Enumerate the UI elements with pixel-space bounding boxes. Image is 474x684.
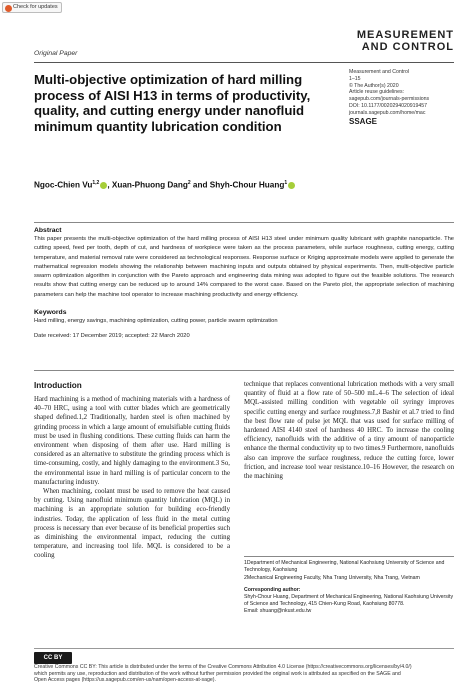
author-1: Ngoc-Chien Vu [34,180,93,190]
license-footer [34,648,454,684]
keywords-text: Hard milling, energy savings, machining optimization, cutting power, particle swarm optimization [34,318,278,325]
check-updates-icon [5,5,12,12]
cc-by-logo: CC BY [34,652,72,664]
abstract-heading: Abstract [34,227,62,234]
body-column-right [244,380,454,481]
header-divider [34,62,454,63]
author-3: Shyh-Chour Huang [209,180,285,190]
affiliation-1: 1Department of Mechanical Engineering, National Kaohsiung University of Science and Technology, Kaohsiung [244,560,445,573]
affiliations-block [244,556,454,615]
corresponding-author-label: Corresponding author: [244,587,301,593]
corresponding-author-address: Shyh-Chour Huang, Department of Mechanical Engineering, National Kaohsiung University of Science and Technology, 415 Chien-Kung Road, Kaohsiung 80778. [244,594,454,607]
orcid-icon[interactable] [288,182,295,189]
intro-paragraph-2: When machining, coolant must be used to remove the heat caused by cutting. Using nanofluid minimum quantity lubrication (MQL) in machining is an appropriate solution for building eco-friendly industries. Today, the application of less fluid in the metal cutting process is necessary than ever because of its beneficial properties such as diminishing the environmental impact, reducing the cutting temperature, and increasing tool life. MQL is considered to be a cooling [34,488,230,560]
check-for-updates-badge[interactable] [2,2,62,13]
article-metadata [349,69,459,125]
journal-name-line2: AND CONTROL [361,40,454,53]
author-2: Xuan-Phuong Dang [111,180,188,190]
intro-paragraph-3: technique that replaces conventional lubrication methods with a very small quantity of fluid at a flow rate of 50–500 mL.4–6 The selection of ideal MQL-assisted milling condition with vegetable oil syringy improves specific cutting energy and surface roughness.7,8 Bashir et al.7 tried to find the best flow rate of pulse jet MQL that was used for surface milling of hardened AISI 4140 steel of hardness 40 HRC. To increase the cooling efficiency, nanofluids with the additive of a tiny amount of nanoparticle enhance the thermal conductivity up to two times.9 Furthermore, nanofluids also can improve the surface roughness, reduce the cutting force, lower friction, and increase tool wear resistance.10–16 However, the research on the machining [244,381,454,481]
abstract-section [34,222,454,341]
affiliation-2: 2Mechanical Engineering Faculty, Nha Trang University, Nha Trang, Vietnam [244,575,420,581]
keywords-heading: Keywords [34,309,67,317]
author-3-affil: 1 [284,180,288,186]
journal-name-line1: MEASUREMENT [356,29,454,41]
orcid-icon[interactable] [100,182,107,189]
paper-title: Multi-objective optimization of hard milling process of AISI H13 in terms of productivity, quality, and cutting energy under nanofluid minimum quantity lubrication condition [34,72,311,134]
doi-link[interactable]: DOI: 10.1177/0020294020919457 [349,102,428,109]
article-type: Original Paper [34,50,78,57]
journal-ref: Measurement and Control [349,69,409,75]
copyright: © The Author(s) 2020 [349,82,399,89]
page-range: 1–15 [349,75,361,82]
sage-logo: SSAGE [349,116,378,126]
corresponding-author [244,587,454,615]
body-column-left [34,380,230,561]
check-updates-label: Check for updates [13,4,58,10]
author-list: Ngoc-Chien Vu$^{1,2}$ , Xuan-Phuong Dang$^2$ and Shyh-Chour Huang$^1$ [34,180,454,190]
author-1-affil: 1,2 [92,180,100,186]
reuse-link[interactable]: sagepub.com/journals-permissions [349,96,430,103]
corresponding-author-email[interactable]: Email: shuang@nkust.edu.tw [244,608,312,614]
journal-home-link[interactable]: journals.sagepub.com/home/mac [349,109,426,116]
license-text: Creative Commons CC BY: This article is distributed under the terms of the Creative Commons Attribution 4.0 License (https://creativecommons.org/licenses/by/4.0/) which permits any use, reproduction and distribution of the work without further permission provided the original work is attributed as specified on the SAGE and Open Access pages (https://us.sagepub.com/en-us/nam/open-access-at-sage). [34,664,412,684]
author-conjunction: and [192,180,208,190]
intro-heading: Introduction [34,381,82,390]
abstract-text: This paper presents the multi-objective optimization of the hard milling process of AISI H13 steel under minimum quality lubricant with graphite nanoparticle. The cutting speed, feed per tooth, depth of cut, and hardness of workpiece were taken as the process parameters, while surface roughness, cutting energy, cutting temperature, and material removal rate were considered as technological responses. Response surface or Kriging approximate models were applied to generate the mathematical regression models showing the relationship between machining inputs and outputs obtained by physical experiments. Then, multi-objective particle swarm optimization algorithm in conjunction with the Pareto approach and engineering data mining was adopted to figure out the feasible solutions. The research results show that cutting energy can be reduced up to around 14% compared to the worst case. Based on the Pareto plot, the appropriate selection of machining parameters can help the machine tool operator to increase machining productivity and energy efficiency. [34,236,454,298]
journal-name [357,30,454,53]
author-2-affil: 2 [187,180,191,186]
received-accepted-dates: Date received: 17 December 2019; accepted: 22 March 2020 [34,333,190,340]
intro-paragraph-1: Hard machining is a method of machining materials with a hardness of 40–70 HRC, using a tool with cutter blades which are geometrically shaped defined.1,2 Traditionally, harden steel is often machined by grinding process in which a large amount of emulsifiable cutting fluids must be used in flushing conditions. These cutting fluids can harm the environment when disposing of them after use. Hard milling is considered as an alternative to substitute the grinding process which is time-consuming, costly, and highly damaging to the environment.3 So, the environmental issue in hard milling is of particular concern to the manufacturing industry. [34,396,230,486]
reuse-guidelines: Article reuse guidelines: [349,89,405,96]
abstract-divider [34,370,454,371]
